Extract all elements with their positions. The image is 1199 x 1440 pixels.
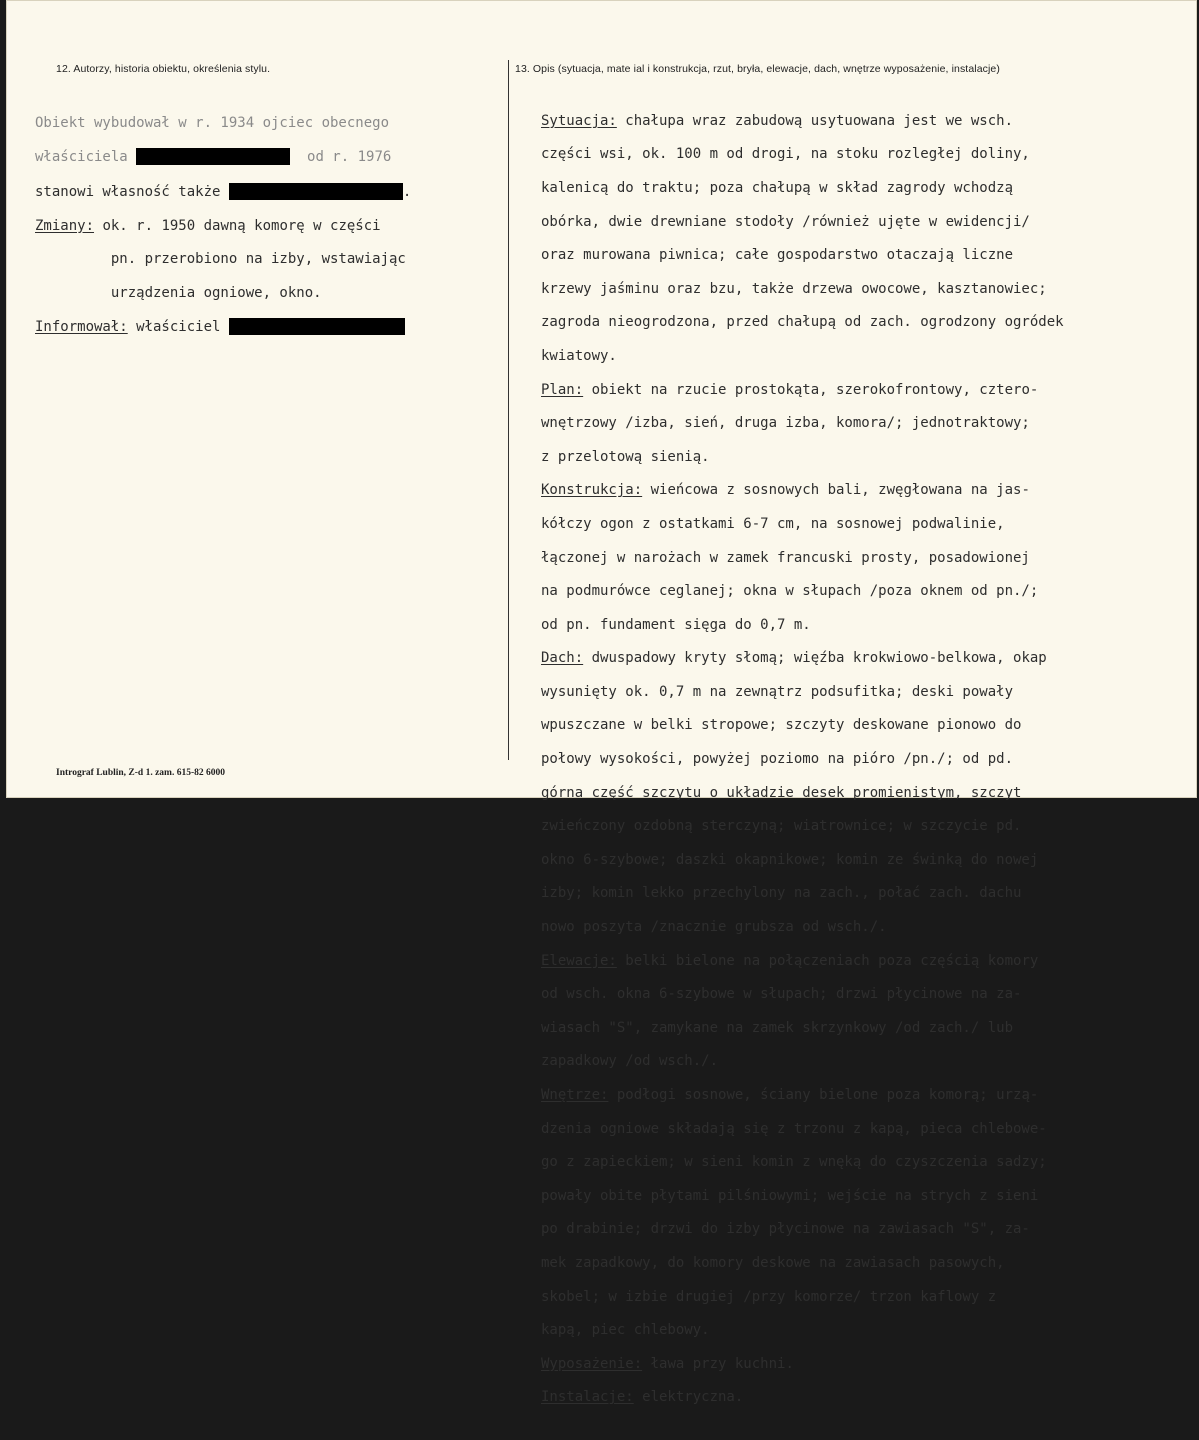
text-line: zapadkowy /od wsch./. bbox=[541, 1053, 719, 1070]
changes-line-2: pn. przerobiono na izby, wstawiając bbox=[35, 251, 406, 268]
text-line: na podmurówce ceglanej; okna w słupach /poza oknem od pn./; bbox=[541, 583, 1039, 600]
text-line: kalenicą do traktu; poza chałupą w skład zagrody wchodzą bbox=[541, 179, 1014, 196]
roof-line: Dach: dwuspadowy kryty słomą; więźba krokwiowo-belkowa, okap bbox=[541, 650, 1047, 667]
column-divider bbox=[508, 60, 509, 760]
history-line-1: Obiekt wybudował w r. 1934 ojciec obecnego bbox=[35, 114, 390, 131]
changes-label: Zmiany: bbox=[35, 217, 95, 234]
text-line: kapą, piec chlebowy. bbox=[541, 1322, 710, 1339]
situation-line: Sytuacja: chałupa wraz zabudową usytuowana jest we wsch. bbox=[541, 112, 1014, 129]
changes-line-1: Zmiany: ok. r. 1950 dawną komorę w części bbox=[35, 217, 381, 234]
text-line: obórka, dwie drewniane stodoły /również ujęte w ewidencji/ bbox=[541, 213, 1030, 230]
text-line: od wsch. okna 6-szybowe w słupach; drzwi płycinowe na za- bbox=[541, 986, 1022, 1003]
text-line: okno 6-szybowe; daszki okapnikowe; komin ze świnką do nowej bbox=[541, 851, 1039, 868]
text-line: izby; komin lekko przechylony na zach., połać zach. dachu bbox=[541, 885, 1022, 902]
section-13-text bbox=[541, 96, 1064, 1440]
informant-label: Informował: bbox=[35, 319, 128, 336]
text-line: z przelotową sienią. bbox=[541, 448, 710, 465]
situation-label: Sytuacja: bbox=[541, 112, 617, 129]
equipment-label: Wyposażenie: bbox=[541, 1355, 643, 1372]
text-line: wiasach "S", zamykane na zamek skrzynkowy /od zach./ lub bbox=[541, 1019, 1014, 1036]
text-line: mek zapadkowy, do komory deskowe na zawiasach pasowych, bbox=[541, 1254, 1005, 1271]
interior-line: Wnętrze: podłogi sosnowe, ściany bielone poza komorą; urzą- bbox=[541, 1087, 1039, 1104]
redaction-bar bbox=[229, 183, 403, 200]
informant-line: Informował: właściciel bbox=[35, 318, 411, 336]
redaction-bar bbox=[229, 318, 405, 335]
text-line: połowy wysokości, powyżej poziomo na pióro /pn./; od pd. bbox=[541, 751, 1014, 768]
text-line: wnętrzowy /izba, sień, druga izba, komora/; jednotraktowy; bbox=[541, 415, 1030, 432]
roof-label: Dach: bbox=[541, 650, 584, 667]
text-line: łączonej w narożach w zamek francuski prosty, posadowionej bbox=[541, 549, 1030, 566]
text-line: kwiatowy. bbox=[541, 347, 617, 364]
plan-line: Plan: obiekt na rzucie prostokąta, szerokofrontowy, cztero- bbox=[541, 381, 1039, 398]
section-12-text bbox=[35, 98, 411, 370]
text-line: kółczy ogon z ostatkami 6-7 cm, na sosnowej podwalinie, bbox=[541, 515, 1005, 532]
installations-label: Instalacje: bbox=[541, 1389, 634, 1406]
redaction-bar bbox=[136, 148, 290, 165]
text-line: oraz murowana piwnica; całe gospodarstwo otaczają liczne bbox=[541, 247, 1014, 264]
interior-label: Wnętrze: bbox=[541, 1087, 609, 1104]
elevations-label: Elewacje: bbox=[541, 952, 617, 969]
text-line: nowo poszyta /znacznie grubsza od wsch./. bbox=[541, 919, 887, 936]
section-13-heading: 13. Opis (sytuacja, mate ial i konstrukcja, rzut, bryła, elewacje, dach, wnętrze wyposażenie, instalacje) bbox=[515, 63, 1000, 75]
changes-line-3: urządzenia ogniowe, okno. bbox=[35, 284, 322, 301]
elevations-line: Elewacje: belki bielone na połączeniach poza częścią komory bbox=[541, 952, 1039, 969]
text-line: go z zapieckiem; w sieni komin z wnęką do czyszczenia sadzy; bbox=[541, 1154, 1047, 1171]
text-line: górna część szczytu o układzie desek promienistym, szczyt bbox=[541, 784, 1022, 801]
form-sheet bbox=[6, 0, 1197, 1406]
text-line: wpuszczane w belki stropowe; szczyty deskowane pionowo do bbox=[541, 717, 1022, 734]
installations-line: Instalacje: elektryczna. bbox=[541, 1389, 744, 1406]
text-line: krzewy jaśminu oraz bzu, także drzewa owocowe, kasztanowiec; bbox=[541, 280, 1047, 297]
text-line: części wsi, ok. 100 m od drogi, na stoku rozległej doliny, bbox=[541, 146, 1030, 163]
text-line: powały obite płytami pilśniowymi; wejście na strych z sieni bbox=[541, 1187, 1039, 1204]
history-line-3: stanowi własność także . bbox=[35, 183, 412, 200]
text-line: od pn. fundament sięga do 0,7 m. bbox=[541, 616, 811, 633]
text-line: wysunięty ok. 0,7 m na zewnątrz podsufitka; deski powały bbox=[541, 683, 1014, 700]
construction-line: Konstrukcja: wieńcowa z sosnowych bali, zwęgłowana na jas- bbox=[541, 482, 1030, 499]
text-line: zagroda nieogrodzona, przed chałupą od zach. ogrodzony ogródek bbox=[541, 314, 1064, 331]
construction-label: Konstrukcja: bbox=[541, 482, 643, 499]
printer-imprint: Intrograf Lublin, Z-d 1. zam. 615-82 6000 bbox=[56, 768, 225, 778]
text-line: zwieńczony ozdobną sterczyną; wiatrownice; w szczycie pd. bbox=[541, 818, 1022, 835]
history-line-2: właściciela od r. 1976 bbox=[35, 149, 392, 166]
equipment-line: Wyposażenie: ława przy kuchni. bbox=[541, 1355, 794, 1372]
text-line: po drabinie; drzwi do izby płycinowe na zawiasach "S", za- bbox=[541, 1221, 1030, 1238]
text-line: dzenia ogniowe składają się z trzonu z kapą, pieca chlebowe- bbox=[541, 1120, 1047, 1137]
plan-label: Plan: bbox=[541, 381, 584, 398]
section-12-heading: 12. Autorzy, historia obiektu, określenia stylu. bbox=[56, 63, 271, 75]
text-line: skobel; w izbie drugiej /przy komorze/ trzon kaflowy z bbox=[541, 1288, 997, 1305]
